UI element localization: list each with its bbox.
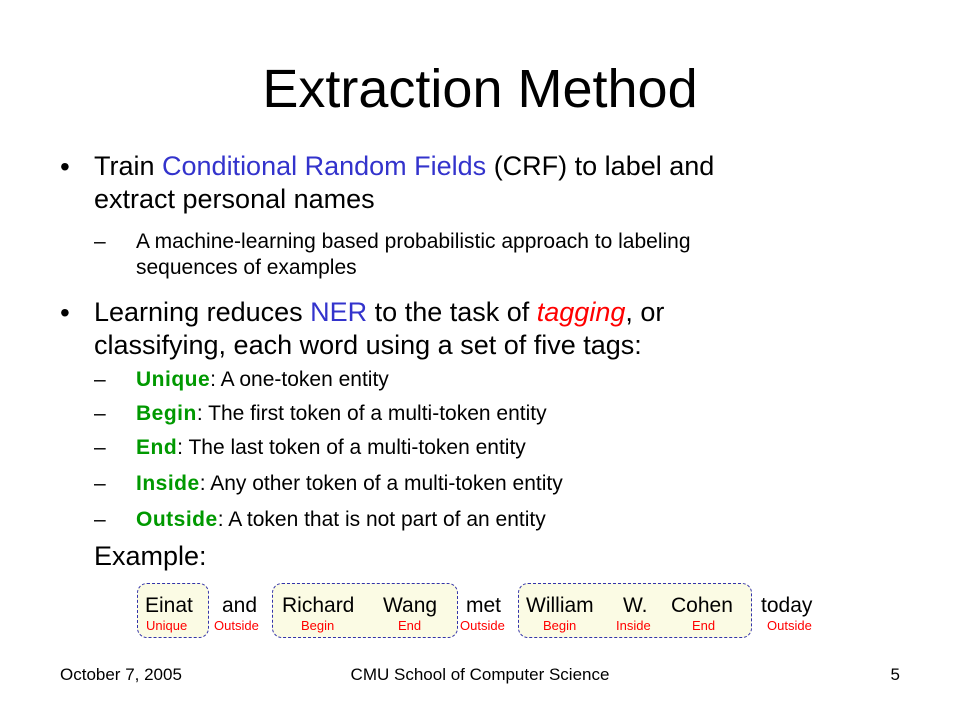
tag-item-outside — [136, 507, 546, 533]
tag-name: Outside — [136, 508, 218, 531]
bullet-2-text-post: , or — [625, 297, 665, 327]
example-token: met — [466, 594, 502, 617]
example-label: Example: — [94, 541, 207, 571]
sub-bullet-dash: – — [94, 230, 106, 253]
example-token: William — [526, 594, 594, 617]
sub-bullet-dash: – — [94, 368, 106, 391]
tag-item-unique — [136, 367, 389, 393]
bullet-2-text-mid: to the task of — [367, 297, 537, 327]
bullet-2-text-pre: Learning reduces — [94, 297, 311, 327]
example-tag: Outside — [767, 618, 812, 633]
bullet-1-line-2: extract personal names — [94, 184, 375, 214]
example-token: and — [222, 594, 258, 617]
example-tag: End — [692, 618, 716, 633]
bullet-1-text-pre: Train — [94, 151, 163, 181]
example-tag: Outside — [214, 618, 259, 633]
sub-bullet-dash: – — [94, 508, 106, 531]
page-number: 5 — [890, 665, 900, 684]
tag-name: Begin — [136, 402, 197, 425]
example-tag: Inside — [616, 618, 651, 633]
tag-description: : A token that is not part of an entity — [217, 508, 546, 531]
tag-description: : A one-token entity — [210, 368, 389, 391]
sub-bullet-dash: – — [94, 402, 106, 425]
tag-item-inside — [136, 471, 563, 497]
example-token: Richard — [282, 594, 355, 617]
footer-date: October 7, 2005 — [60, 665, 182, 684]
example-token: Cohen — [671, 594, 733, 617]
example-token: Einat — [145, 594, 193, 617]
tagging-term: tagging — [536, 297, 626, 327]
bullet-marker: • — [60, 151, 70, 182]
sub-bullet-dash: – — [94, 472, 106, 495]
example-tag: Outside — [460, 618, 505, 633]
bullet-2-line-2: classifying, each word using a set of five tags: — [94, 330, 642, 360]
tag-description: : The last token of a multi-token entity — [177, 436, 526, 459]
example-tag: Unique — [146, 618, 188, 633]
example-token: today — [761, 594, 813, 617]
bullet-1-line-1 — [94, 150, 714, 183]
tag-description: : Any other token of a multi-token entity — [199, 472, 563, 495]
tag-item-begin — [136, 401, 547, 427]
bullet-marker: • — [60, 297, 70, 328]
tag-name: Unique — [136, 368, 211, 391]
sub-bullet-dash: – — [94, 436, 106, 459]
ner-term: NER — [310, 297, 368, 327]
footer-center: CMU School of Computer Science — [350, 665, 610, 684]
bullet-1-text-post: (CRF) to label and — [486, 151, 715, 181]
example-tag: Begin — [301, 618, 335, 633]
tag-item-end — [136, 435, 526, 461]
tag-name: End — [136, 436, 178, 459]
bullet-2-line-1 — [94, 296, 664, 329]
example-token: Wang — [383, 594, 438, 617]
sub-bullet-line-2: sequences of examples — [136, 256, 357, 279]
example-tag: Begin — [543, 618, 577, 633]
example-tag: End — [398, 618, 422, 633]
slide-title: Extraction Method — [262, 59, 698, 119]
example-token: W. — [623, 594, 648, 617]
tag-name: Inside — [136, 472, 200, 495]
crf-term: Conditional Random Fields — [162, 151, 487, 181]
tag-description: : The first token of a multi-token entity — [196, 402, 547, 425]
sub-bullet-line-1: A machine-learning based probabilistic approach to labeling — [136, 230, 691, 253]
